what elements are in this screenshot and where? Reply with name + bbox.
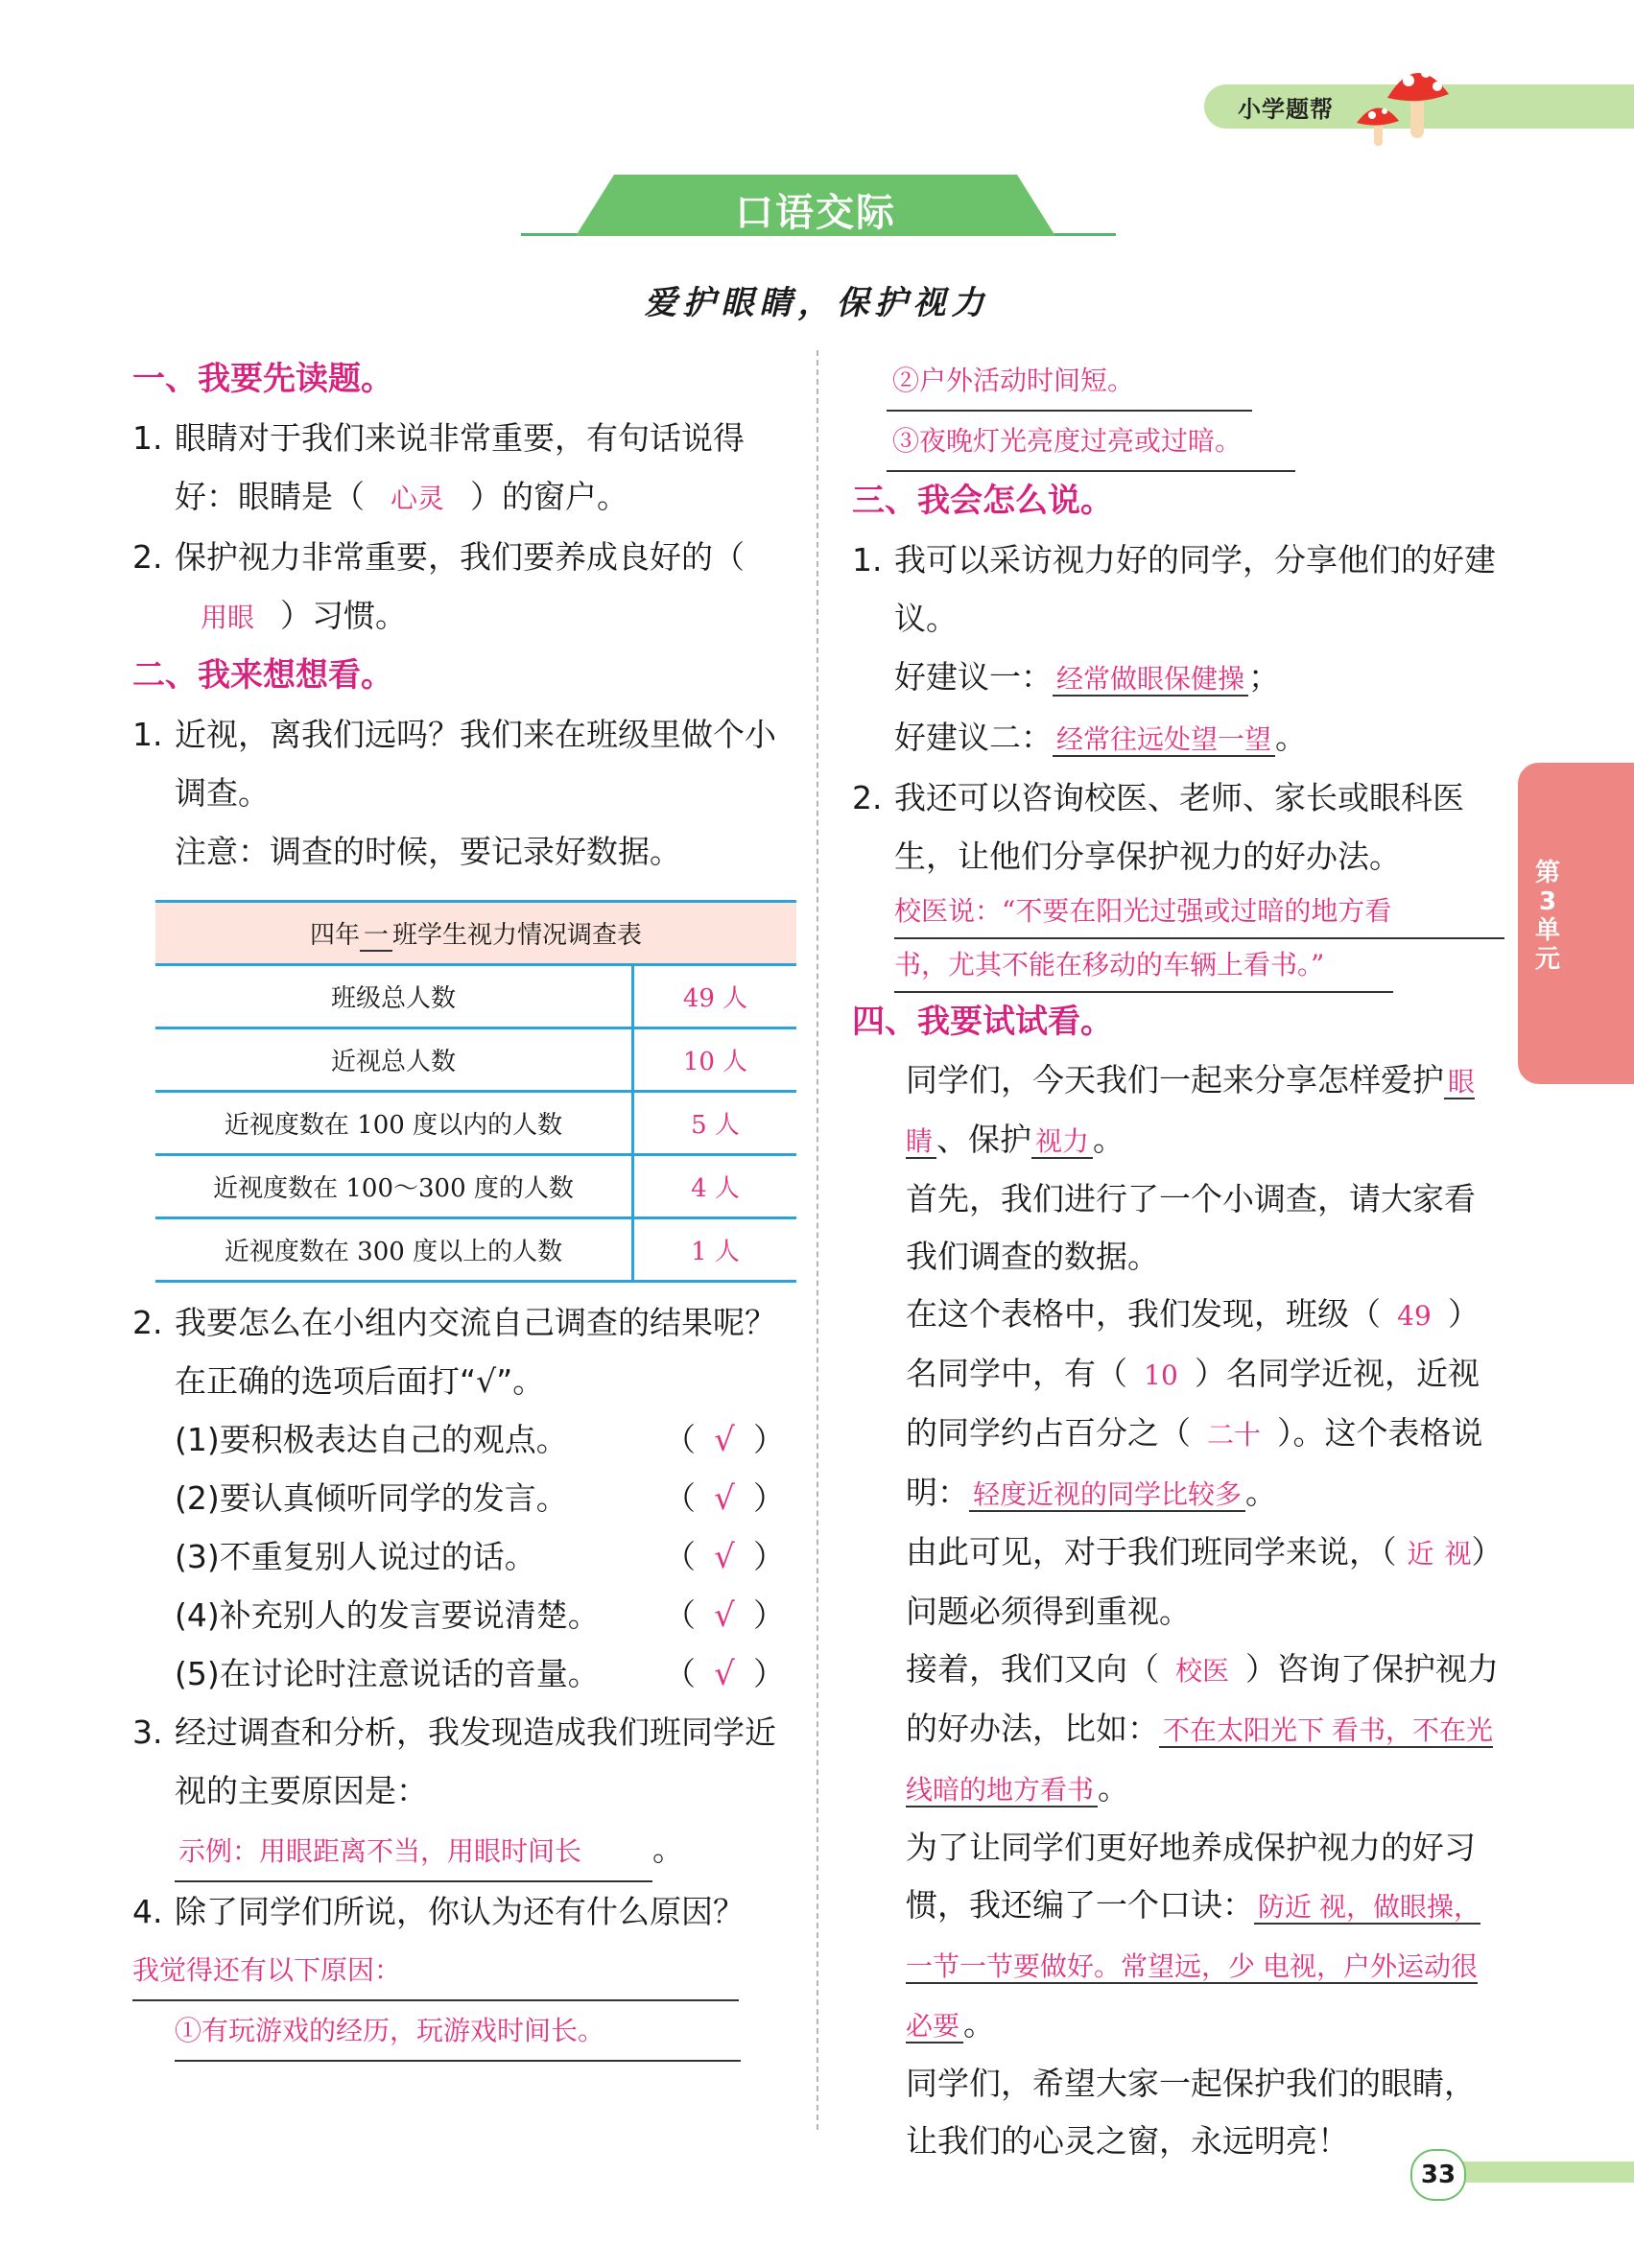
suggestion-2: 好建议二： 经常往远处望一望 。 [894,719,1308,756]
question-2-4: 4. 除了同学们所说，你认为还有什么原因？ [132,1893,745,1930]
suggestion-1: 好建议一： 经常做眼保健操 ； [894,658,1281,696]
check-mark: √ [714,1596,735,1635]
survey-note: 注意：调查的时候，要记录好数据。 [175,833,681,870]
question-2-3-answer: 示例：用眼距离不当，用眼时间长 。 [132,1820,785,1882]
table-row: 班级总人数 49 人 [155,965,796,1028]
table-row: 近视度数在 100 度以内的人数 5 人 [155,1092,796,1155]
reason-2: ②户外活动时间短。 [887,351,1252,412]
left-column [132,350,785,881]
table-header-row [155,902,796,965]
brand-label: 小学题帮 [1238,96,1334,123]
table-title-blank: 一 [360,921,392,952]
check-mark: √ [714,1421,735,1459]
option-item: (2)要认真倾听同学的发言。 （ √ ） [132,1469,785,1527]
answer-blank: 心灵 [390,483,444,514]
question-1-1: 1. 眼睛对于我们来说非常重要，有句话说得好：眼睛是（ 心灵 ）的窗户。 [132,409,785,528]
section-2-heading: 二、我来想想看。 [132,656,393,695]
question-3-2: 2. 我还可以咨询校医、老师、家长或眼科医生，让他们分享保护视力的好办法。 [852,779,1464,875]
option-item: (3)不重复别人说过的话。 （ √ ） [132,1527,785,1586]
table-title: 四年 一 班学生视力情况调查表 [155,902,796,965]
check-mark: √ [714,1655,735,1693]
option-item: (5)在讨论时注意说话的音量。 （ √ ） [132,1644,785,1703]
answer-blank: 用眼 [200,602,254,633]
question-1-2: 2. 保护视力非常重要，我们要养成良好的（用眼 ）习惯。 [132,528,785,647]
table-row: 近视总人数 10 人 [155,1028,796,1092]
section-4-heading: 四、我要试试看。 [852,1003,1113,1041]
reason-3: ③夜晚灯光亮度过亮或过暗。 [887,412,1295,472]
section-3-heading: 三、我会怎么说。 [852,482,1113,520]
mushroom-icon [1353,56,1458,152]
question-3-1: 1. 我可以采访视力好的同学，分享他们的好建议。 [852,541,1496,637]
page-subtitle: 爱护眼睛，保护视力 [644,284,990,322]
question-2-3: 3. 经过调查和分析，我发现造成我们班同学近视的主要原因是： [132,1713,776,1809]
table-row: 近视度数在 300 度以上的人数 1 人 [155,1218,796,1282]
question-2-1: 1. 近视，离我们远吗？我们来在班级里做个小调查。 [132,716,776,812]
speech-text: 同学们，今天我们一起来分享怎样爱护 眼睛 、保护 视力 。 首先，我们进行了一个小调查，请大家看我们调查的数据。 在这个表格中，我们发现，班级（ 49 ）名同学中，有（ 10 ）名同学近视，近视的同学约占百分之（ 二十 ）。这个表格说明： 轻度近视的同学比较多 。 由此可见，对于我们班同学来说，（ 近 视）问题必须得到重视。 接着，我们又向（ 校医 ）咨询了保护视力的好办法，比如： 不在太阳光下 看书，不在光线暗的地方看书 。 为了让同学们更好地养成保护视力的好习惯，我还编了一个口诀： 防近 视，做眼操，一节一节要做好。常望远，少 电视，户外运动很必要 。 同学们，希望大家一起保护我们的眼睛，让我们的心灵之窗，永远明亮！ [906,1061,1504,2160]
question-2-2: 2. 我要怎么在小组内交流自己调查的结果呢？在正确的选项后面打“√”。 [132,1304,776,1400]
banner-title: 口语交际 [735,191,896,235]
option-item: (4)补充别人的发言要说清楚。 （ √ ） [132,1586,785,1644]
table-row: 近视度数在 100～300 度的人数 4 人 [155,1155,796,1218]
page-number: 33 [1410,2149,1466,2201]
unit-label: 第 3 单 元 [1534,859,1560,974]
check-mark: √ [714,1479,735,1518]
question-3-2-answer: 校医说：“不要在阳光过强或过暗的地方看 书，尤其不能在移动的车辆上看书。” [852,886,1504,993]
option-item: (1)要积极表达自己的观点。 （ √ ） [132,1410,785,1469]
page-number-bar [1444,2162,1634,2183]
section-1-heading: 一、我要先读题。 [132,360,393,398]
question-2-4-answer: 我觉得还有以下原因： ①有玩游戏的经历，玩游戏时间长。 [132,1941,785,2062]
right-column [852,351,1504,2170]
left-column-lower [132,1293,785,2062]
survey-table [155,900,796,1283]
column-divider [817,350,818,2130]
check-mark: √ [714,1538,735,1576]
